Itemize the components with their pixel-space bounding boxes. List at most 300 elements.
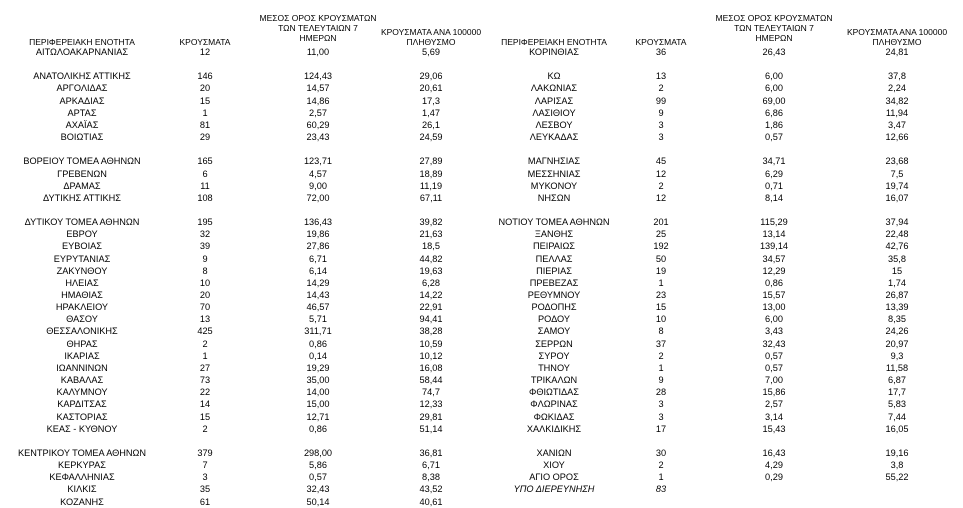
cell-name: ΜΥΚΟΝΟΥ (530, 180, 578, 191)
table-row (0, 277, 963, 289)
cell-avg: 298,00 (303, 447, 333, 458)
cell-avg: 123,71 (303, 156, 333, 167)
cell-avg: 15,43 (762, 423, 786, 434)
cell-name: ΚΑΛΥΜΝΟΥ (56, 387, 108, 398)
table-row (0, 82, 963, 94)
cell-cases: 192 (653, 241, 669, 252)
cell-per: 6,87 (888, 375, 906, 386)
table-row (0, 155, 963, 167)
cell-avg: 13,14 (762, 229, 786, 240)
cell-avg: 13,00 (762, 302, 786, 313)
cell-avg: 11,00 (306, 47, 330, 57)
cell-per: 58,44 (419, 375, 443, 386)
cell-cases: 12 (655, 192, 667, 203)
cell-avg: 2,57 (765, 399, 783, 410)
cell-avg: 5,71 (309, 314, 327, 325)
cell-name: ΚΑΒΑΛΑΣ (60, 375, 104, 386)
cell-avg: 12,29 (762, 265, 786, 276)
cell-cases: 37 (655, 338, 667, 349)
cell-per: 37,94 (885, 217, 909, 228)
cell-avg: 0,71 (765, 180, 783, 191)
cell-avg: 69,00 (762, 95, 786, 106)
cell-per: 27,89 (419, 156, 443, 167)
cell-per: 24,26 (885, 326, 909, 337)
cell-per: 40,61 (419, 496, 443, 507)
cell-name: ΘΑΣΟΥ (66, 314, 98, 325)
cell-avg: 19,29 (306, 362, 330, 373)
cell-cases: 3 (658, 411, 664, 422)
cell-avg: 26,43 (762, 47, 786, 57)
cell-cases: 9 (202, 253, 208, 264)
cell-cases: 2 (658, 460, 664, 471)
cell-avg: 0,57 (765, 132, 783, 143)
cell-cases: 83 (655, 484, 667, 495)
cell-per: 16,07 (885, 192, 909, 203)
table-row (0, 496, 963, 508)
table-row (0, 301, 963, 313)
cell-cases: 13 (199, 314, 211, 325)
header-per-right (835, 27, 959, 47)
cell-cases: 19 (655, 265, 667, 276)
cell-cases: 165 (197, 156, 213, 167)
cell-per: 6,28 (422, 277, 440, 288)
cell-name: ΣΕΡΡΩΝ (535, 338, 573, 349)
cell-avg: 9,00 (309, 180, 327, 191)
cell-avg: 23,43 (306, 132, 330, 143)
cell-name: ΒΟΙΩΤΙΑΣ (60, 132, 104, 143)
header-per-line1: ΚΡΟΥΣΜΑΤΑ ΑΝΑ 100000 (380, 27, 482, 37)
cell-cases: 70 (199, 302, 211, 313)
cell-name: ΦΘΙΩΤΙΔΑΣ (528, 387, 579, 398)
cell-name: ΚΙΛΚΙΣ (67, 484, 97, 495)
cell-name: ΛΑΣΙΘΙΟΥ (532, 107, 576, 118)
cell-cases: 20 (199, 83, 211, 94)
table-row (0, 168, 963, 180)
cell-name: ΗΛΕΙΑΣ (65, 277, 99, 288)
table-row (0, 374, 963, 386)
cell-name: ΚΕΝΤΡΙΚΟΥ ΤΟΜΕΑ ΑΘΗΝΩΝ (17, 447, 147, 458)
cell-name: ΑΡΓΟΛΙΔΑΣ (56, 83, 108, 94)
cell-cases: 2 (202, 423, 208, 434)
cell-name: ΖΑΚΥΝΘΟΥ (56, 265, 108, 276)
cell-avg: 124,43 (303, 71, 333, 82)
cell-name: ΒΟΡΕΙΟΥ ΤΟΜΕΑ ΑΘΗΝΩΝ (23, 156, 141, 167)
cell-per: 9,3 (890, 350, 904, 361)
cell-cases: 39 (199, 241, 211, 252)
table-row (0, 70, 963, 82)
cell-avg: 3,43 (765, 326, 783, 337)
cell-cases: 2 (658, 180, 664, 191)
cell-per: 42,76 (885, 241, 909, 252)
cell-per: 11,19 (419, 180, 443, 191)
cell-cases: 25 (655, 229, 667, 240)
header-avg-line2: ΤΩΝ ΤΕΛΕΥΤΑΙΩΝ 7 (734, 23, 814, 33)
cell-cases: 36 (655, 47, 667, 57)
cell-name: ΕΒΡΟΥ (66, 229, 98, 240)
cell-avg: 46,57 (306, 302, 330, 313)
cell-per: 8,35 (888, 314, 906, 325)
cell-per: 23,68 (885, 156, 909, 167)
cell-cases: 3 (658, 132, 664, 143)
cell-name: ΕΥΒΟΙΑΣ (62, 241, 102, 252)
header-avg-line3: ΗΜΕΡΩΝ (755, 33, 793, 43)
table-row (0, 325, 963, 337)
cell-per: 18,5 (422, 241, 440, 252)
cell-name: ΑΡΤΑΣ (67, 107, 97, 118)
cell-cases: 7 (202, 460, 208, 471)
cell-cases: 2 (658, 83, 664, 94)
cell-avg: 311,71 (304, 326, 332, 337)
table-row (0, 240, 963, 252)
cell-name: ΗΜΑΘΙΑΣ (61, 290, 103, 300)
cell-per: 3,47 (888, 119, 906, 130)
cell-avg: 6,14 (309, 265, 327, 276)
cell-name: ΗΡΑΚΛΕΙΟΥ (55, 302, 109, 313)
cell-name: ΚΕΑΣ - ΚΥΘΝΟΥ (46, 423, 118, 434)
cell-avg: 15,57 (762, 290, 786, 300)
cell-per: 55,22 (885, 472, 909, 483)
cell-avg: 50,14 (306, 496, 330, 507)
cell-cases: 3 (658, 119, 664, 130)
cell-name: ΣΥΡΟΥ (538, 350, 570, 361)
cell-cases: 30 (655, 447, 667, 458)
cell-name: ΝΗΣΩΝ (537, 192, 571, 203)
table-row (0, 350, 963, 362)
cell-cases: 22 (199, 387, 211, 398)
cell-cases: 146 (197, 71, 213, 82)
cell-avg: 5,86 (309, 460, 327, 471)
cell-avg: 0,29 (765, 472, 783, 483)
cell-avg: 19,86 (306, 229, 330, 240)
header-per-line2: ΠΛΗΘΥΣΜΟ (872, 37, 922, 47)
cell-name: ΚΩ (547, 71, 561, 82)
cell-name: ΡΕΘΥΜΝΟΥ (527, 290, 581, 300)
cell-avg: 136,43 (303, 217, 333, 228)
cell-cases: 10 (655, 314, 667, 325)
cell-name: ΝΟΤΙΟΥ ΤΟΜΕΑ ΑΘΗΝΩΝ (498, 217, 610, 228)
cell-cases: 1 (658, 362, 664, 373)
cell-per: 7,5 (890, 168, 904, 179)
cell-name: ΑΓΙΟ ΟΡΟΣ (529, 472, 579, 483)
cell-avg: 14,86 (306, 95, 330, 106)
cell-per: 17,3 (422, 95, 440, 106)
cell-per: 29,81 (419, 411, 443, 422)
cell-per: 44,82 (419, 253, 443, 264)
cell-avg: 0,86 (309, 423, 327, 434)
cell-avg: 14,57 (306, 83, 330, 94)
cell-cases: 32 (199, 229, 211, 240)
table-row (0, 483, 963, 495)
cell-avg: 14,43 (306, 290, 330, 300)
cell-avg: 2,57 (309, 107, 327, 118)
cell-avg: 1,86 (765, 119, 783, 130)
cell-name: ΠΕΙΡΑΙΩΣ (533, 241, 575, 252)
cell-avg: 0,57 (765, 362, 783, 373)
cell-per: 17,7 (888, 387, 906, 398)
cell-cases: 425 (197, 326, 213, 337)
cell-avg: 60,29 (306, 119, 330, 130)
cell-cases: 201 (653, 217, 669, 228)
cell-avg: 3,14 (765, 411, 783, 422)
cell-name: ΔΥΤΙΚΟΥ ΤΟΜΕΑ ΑΘΗΝΩΝ (24, 217, 140, 228)
cell-name: ΡΟΔΟΠΗΣ (531, 302, 577, 313)
cell-avg: 72,00 (306, 192, 330, 203)
cell-name: ΠΕΛΛΑΣ (535, 253, 573, 264)
cell-name: ΑΝΑΤΟΛΙΚΗΣ ΑΤΤΙΚΗΣ (33, 71, 131, 82)
cell-per: 1,47 (422, 107, 440, 118)
cell-cases: 14 (199, 399, 211, 410)
cell-cases: 11 (200, 180, 210, 191)
table-row (0, 423, 963, 435)
cell-per: 13,39 (885, 302, 909, 313)
cell-cases: 1 (202, 350, 208, 361)
cell-per: 2,24 (888, 83, 906, 94)
cell-avg: 0,86 (309, 338, 327, 349)
cell-name: ΚΟΡΙΝΘΙΑΣ (529, 47, 579, 57)
cell-per: 24,59 (419, 132, 443, 143)
header-per-line2: ΠΛΗΘΥΣΜΟ (406, 37, 456, 47)
cell-avg: 0,57 (309, 472, 327, 483)
cell-cases: 28 (655, 387, 667, 398)
table-row (0, 362, 963, 374)
table-row (0, 95, 963, 107)
cell-name: ΛΑΡΙΣΑΣ (534, 95, 574, 106)
table-row (0, 459, 963, 471)
cell-cases: 99 (655, 95, 667, 106)
cell-per: 20,61 (419, 83, 443, 94)
cell-name: ΚΕΦΑΛΛΗΝΙΑΣ (49, 472, 115, 483)
cell-per: 38,28 (419, 326, 443, 337)
cell-cases: 61 (199, 496, 211, 507)
cell-name: ΤΡΙΚΑΛΩΝ (530, 375, 578, 386)
cell-per: 74,7 (422, 387, 440, 398)
cell-avg: 12,71 (306, 411, 330, 422)
cell-avg: 16,43 (762, 447, 786, 458)
cell-cases: 1 (658, 277, 664, 288)
cell-cases: 6 (202, 168, 208, 179)
table-row (0, 313, 963, 325)
cell-per: 5,83 (888, 399, 906, 410)
cell-avg: 34,57 (762, 253, 786, 264)
cell-cases: 108 (197, 192, 213, 203)
header-avg-line1: ΜΕΣΟΣ ΟΡΟΣ ΚΡΟΥΣΜΑΤΩΝ (259, 13, 377, 23)
cell-cases: 12 (655, 168, 667, 179)
cell-name: ΥΠΟ ΔΙΕΡΕΥΝΗΣΗ (513, 484, 595, 495)
table-row (0, 131, 963, 143)
cell-per: 19,16 (885, 447, 909, 458)
cell-name: ΑΙΤΩΛΟΑΚΑΡΝΑΝΙΑΣ (35, 47, 129, 57)
header-avg-line3: ΗΜΕΡΩΝ (299, 33, 337, 43)
cell-cases: 1 (658, 472, 664, 483)
table-row (0, 216, 963, 228)
cell-cases: 8 (202, 265, 208, 276)
cell-name: ΜΑΓΝΗΣΙΑΣ (527, 156, 581, 167)
cell-per: 16,05 (885, 423, 909, 434)
cell-cases: 3 (658, 399, 664, 410)
cell-per: 10,59 (419, 338, 443, 349)
header-avg-line2: ΤΩΝ ΤΕΛΕΥΤΑΙΩΝ 7 (278, 23, 358, 33)
cell-cases: 10 (199, 277, 211, 288)
header-cases-right: ΚΡΟΥΣΜΑΤΑ (635, 37, 687, 47)
cell-cases: 8 (658, 326, 664, 337)
cell-avg: 32,43 (762, 338, 786, 349)
cell-name: ΚΑΡΔΙΤΣΑΣ (57, 399, 107, 410)
cell-cases: 15 (655, 302, 667, 313)
cell-name: ΞΑΝΘΗΣ (534, 229, 574, 240)
table-row (0, 471, 963, 483)
cell-avg: 34,71 (762, 156, 786, 167)
cell-cases: 2 (658, 350, 664, 361)
cell-name: ΦΛΩΡΙΝΑΣ (530, 399, 578, 410)
cell-name: ΑΡΚΑΔΙΑΣ (59, 95, 105, 106)
cell-per: 29,06 (419, 71, 443, 82)
table-row (0, 180, 963, 192)
table-row (0, 398, 963, 410)
cell-cases: 27 (199, 362, 211, 373)
cell-per: 14,22 (419, 290, 443, 300)
cell-per: 22,48 (885, 229, 909, 240)
cell-name: ΜΕΣΣΗΝΙΑΣ (527, 168, 581, 179)
cell-cases: 1 (202, 107, 208, 118)
cell-per: 35,8 (888, 253, 906, 264)
header-per-line1: ΚΡΟΥΣΜΑΤΑ ΑΝΑ 100000 (846, 27, 948, 37)
cell-per: 7,44 (888, 411, 906, 422)
cell-per: 16,08 (419, 362, 443, 373)
cell-avg: 35,00 (306, 375, 330, 386)
cell-per: 26,1 (422, 119, 440, 130)
cell-avg: 8,14 (765, 192, 783, 203)
cell-name: ΑΧΑΪΑΣ (65, 119, 99, 130)
cell-per: 1,74 (888, 277, 906, 288)
cell-name: ΚΕΡΚΥΡΑΣ (58, 460, 106, 471)
cell-name: ΤΗΝΟΥ (538, 362, 570, 373)
cell-name: ΚΟΖΑΝΗΣ (60, 496, 104, 507)
header-avg-left (248, 13, 388, 43)
table-row (0, 107, 963, 119)
cell-per: 34,82 (885, 95, 909, 106)
cell-name: ΙΩΑΝΝΙΝΩΝ (56, 362, 108, 373)
table-row (0, 411, 963, 423)
header-per-left (372, 27, 490, 47)
cell-per: 11,58 (885, 362, 909, 373)
cell-per: 39,82 (419, 217, 443, 228)
cell-per: 94,41 (419, 314, 443, 325)
cell-name: ΕΥΡΥΤΑΝΙΑΣ (53, 253, 111, 264)
cell-per: 21,63 (419, 229, 443, 240)
cell-per: 10,12 (419, 350, 443, 361)
cell-avg: 15,86 (762, 387, 786, 398)
cell-name: ΚΑΣΤΟΡΙΑΣ (56, 411, 108, 422)
cell-cases: 2 (202, 338, 208, 349)
table-row (0, 253, 963, 265)
cell-avg: 0,14 (309, 350, 327, 361)
cell-per: 19,74 (885, 180, 909, 191)
cell-name: ΧΑΛΚΙΔΙΚΗΣ (526, 423, 582, 434)
cell-avg: 6,00 (765, 71, 783, 82)
cell-name: ΔΥΤΙΚΗΣ ΑΤΤΙΚΗΣ (43, 192, 121, 203)
cell-per: 26,87 (885, 290, 909, 300)
cell-per: 8,38 (422, 472, 440, 483)
cell-name: ΦΩΚΙΔΑΣ (533, 411, 575, 422)
cell-per: 22,91 (419, 302, 443, 313)
cell-avg: 0,57 (765, 350, 783, 361)
cell-per: 12,33 (419, 399, 443, 410)
cell-cases: 50 (655, 253, 667, 264)
table-row (0, 386, 963, 398)
cell-cases: 13 (655, 71, 667, 82)
cell-per: 24,81 (885, 47, 909, 57)
cell-avg: 6,86 (765, 107, 783, 118)
cell-cases: 9 (658, 107, 664, 118)
cell-per: 11,94 (885, 107, 909, 118)
cell-avg: 14,29 (306, 277, 330, 288)
cell-cases: 35 (199, 484, 211, 495)
table-row (0, 192, 963, 204)
cell-avg: 14,00 (306, 387, 330, 398)
cell-name: ΠΡΕΒΕΖΑΣ (529, 277, 579, 288)
cell-cases: 17 (655, 423, 667, 434)
cell-per: 67,11 (419, 192, 443, 203)
table-row (0, 228, 963, 240)
cell-per: 37,8 (888, 71, 906, 82)
cell-per: 20,97 (885, 338, 909, 349)
cell-name: ΛΕΣΒΟΥ (535, 119, 573, 130)
cell-cases: 379 (197, 447, 213, 458)
cell-avg: 27,86 (306, 241, 330, 252)
cell-cases: 15 (199, 411, 211, 422)
cell-avg: 4,29 (765, 460, 783, 471)
cell-cases: 20 (199, 290, 211, 300)
cell-name: ΙΚΑΡΙΑΣ (64, 350, 100, 361)
table-row (0, 46, 963, 58)
cell-avg: 6,00 (765, 83, 783, 94)
cell-cases: 9 (658, 375, 664, 386)
cell-cases: 81 (199, 119, 211, 130)
cell-per: 36,81 (419, 447, 443, 458)
cell-name: ΛΑΚΩΝΙΑΣ (530, 83, 578, 94)
cell-cases: 73 (199, 375, 211, 386)
cell-name: ΓΡΕΒΕΝΩΝ (57, 168, 107, 179)
cell-name: ΡΟΔΟΥ (537, 314, 570, 325)
cell-avg: 15,00 (306, 399, 330, 410)
cell-name: ΛΕΥΚΑΔΑΣ (529, 132, 579, 143)
cell-name: ΘΗΡΑΣ (66, 338, 98, 349)
cell-per: 15 (891, 265, 903, 276)
cell-avg: 115,29 (760, 217, 788, 228)
header-avg-line1: ΜΕΣΟΣ ΟΡΟΣ ΚΡΟΥΣΜΑΤΩΝ (715, 13, 833, 23)
cell-cases: 29 (199, 132, 211, 143)
cell-name: ΘΕΣΣΑΛΟΝΙΚΗΣ (46, 326, 118, 337)
table-row (0, 447, 963, 459)
cell-name: ΠΙΕΡΙΑΣ (536, 265, 572, 276)
cell-per: 5,69 (422, 47, 440, 57)
cell-avg: 6,71 (309, 253, 327, 264)
cell-cases: 45 (655, 156, 667, 167)
cell-avg: 32,43 (306, 484, 330, 495)
header-region-right: ΠΕΡΙΦΕΡΕΙΑΚΗ ΕΝΟΤΗΤΑ (501, 37, 607, 47)
cell-cases: 3 (202, 472, 208, 483)
cell-name: ΧΙΟΥ (543, 460, 565, 471)
cell-per: 19,63 (419, 265, 443, 276)
cell-name: ΣΑΜΟΥ (537, 326, 571, 337)
header-avg-right (704, 13, 844, 43)
cell-cases: 15 (199, 95, 211, 106)
header-region-left: ΠΕΡΙΦΕΡΕΙΑΚΗ ΕΝΟΤΗΤΑ (29, 37, 135, 47)
table-row (0, 119, 963, 131)
table-row (0, 265, 963, 277)
cell-per: 12,66 (885, 132, 909, 143)
cell-avg: 7,00 (765, 375, 783, 386)
